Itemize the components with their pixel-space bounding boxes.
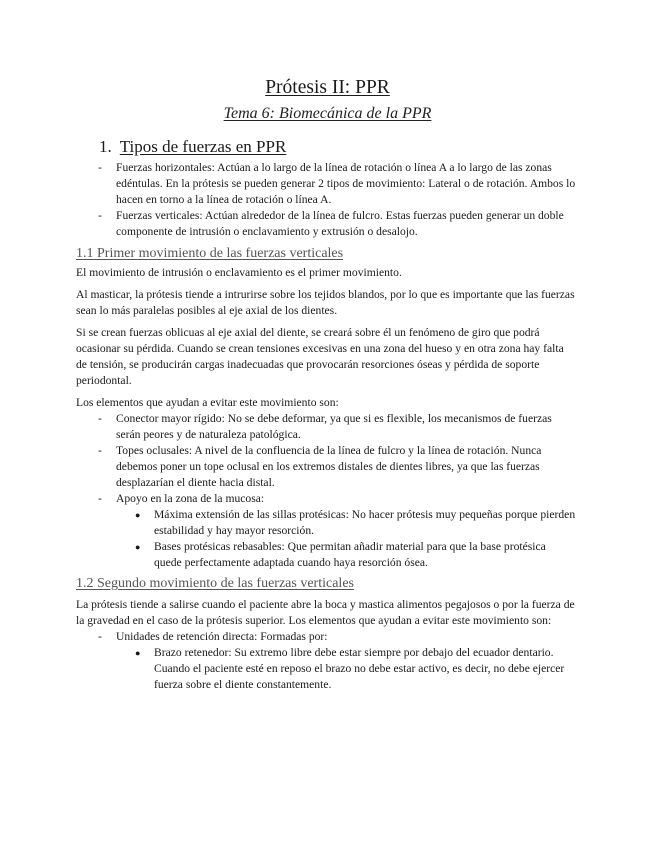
section-1-2-list [76,629,576,645]
section-1-heading [99,137,286,157]
section-1-1-list [76,411,576,507]
section-1-number: 1. [99,137,112,156]
paragraph: La prótesis tiende a salirse cuando el paciente abre la boca y mastica alimentos pegajosos o por la fuerza de la gravedad en el caso de la prótesis superior. Los elementos que ayudan a evitar este movimiento son: [76,598,575,627]
list-item: - Fuerzas horizontales: Actúan a lo largo de la línea de rotación o línea A a lo largo de las zonas edéntulas. En la prótesis se pueden generar 2 tipos de movimiento: Lateral o de rotación. Ambos lo hacen en torno a la línea de rotación o línea A. [76,160,576,208]
section-1-1-sublist [76,507,576,571]
paragraph: Si se crean fuerzas oblicuas al eje axial del diente, se creará sobre él un fenómeno de giro que podrá ocasionar su pérdida. Cuando se crean tensiones excesivas en una zona del hueso y en otra zona hay falta de tensión, se producirán cargas inadecuadas que provocarán resorciones óseas y pérdida de soporte periodontal. [76,326,564,387]
section-1-2-sublist [76,645,576,693]
paragraph: Los elementos que ayudan a evitar este movimiento son: [76,396,339,409]
document-body [76,160,576,693]
section-1-1-heading: 1.1 Primer movimiento de las fuerzas verticales [76,246,344,261]
sub-list-item: ● Bases protésicas rebasables: Que permitan añadir material para que la base protésica quede perfectamente adaptada cuando haya resorción ósea. [76,539,576,571]
list-item: - Topes oclusales: A nivel de la confluencia de la línea de fulcro y la línea de rotación. Nunca debemos poner un tope oclusal en los extremos distales de dientes libres, ya que las fuerzas desplazarían el diente hacia distal. [76,443,576,491]
section-1-2-heading: 1.2 Segundo movimiento de las fuerzas verticales [76,576,354,591]
list-item: - Fuerzas verticales: Actúan alrededor de la línea de fulcro. Estas fuerzas pueden generar un doble componente de intrusión o enclavamiento y extrusión o desalojo. [76,208,576,240]
section-1-title: Tipos de fuerzas en PPR [119,137,287,156]
sub-list-item: ● Máxima extensión de las sillas protésicas: No hacer prótesis muy pequeñas porque pierden estabilidad y hay mayor resorción. [76,507,576,539]
paragraph: Al masticar, la prótesis tiende a intrurirse sobre los tejidos blandos, por lo que es importante que las fuerzas sean lo más paralelas posibles al eje axial de los dientes. [76,288,575,317]
document-subtitle: Tema 6: Biomecánica de la PPR [223,105,432,122]
document-title: Prótesis II: PPR [265,77,390,98]
list-item: - Conector mayor rígido: No se debe deformar, ya que si es flexible, los mecanismos de fuerzas serán peores y de naturaleza patológica. [76,411,576,443]
list-item: - Unidades de retención directa: Formadas por: [76,629,576,645]
section-1-list [76,160,576,240]
paragraph: El movimiento de intrusión o enclavamiento es el primer movimiento. [76,266,402,279]
list-item: - Apoyo en la zona de la mucosa: [76,491,576,507]
sub-list-item: ● Brazo retenedor: Su extremo libre debe estar siempre por debajo del ecuador dentario. Cuando el paciente esté en reposo el brazo no debe estar activo, es decir, no debe ejercer fuerza sobre el diente constantemente. [76,645,576,693]
